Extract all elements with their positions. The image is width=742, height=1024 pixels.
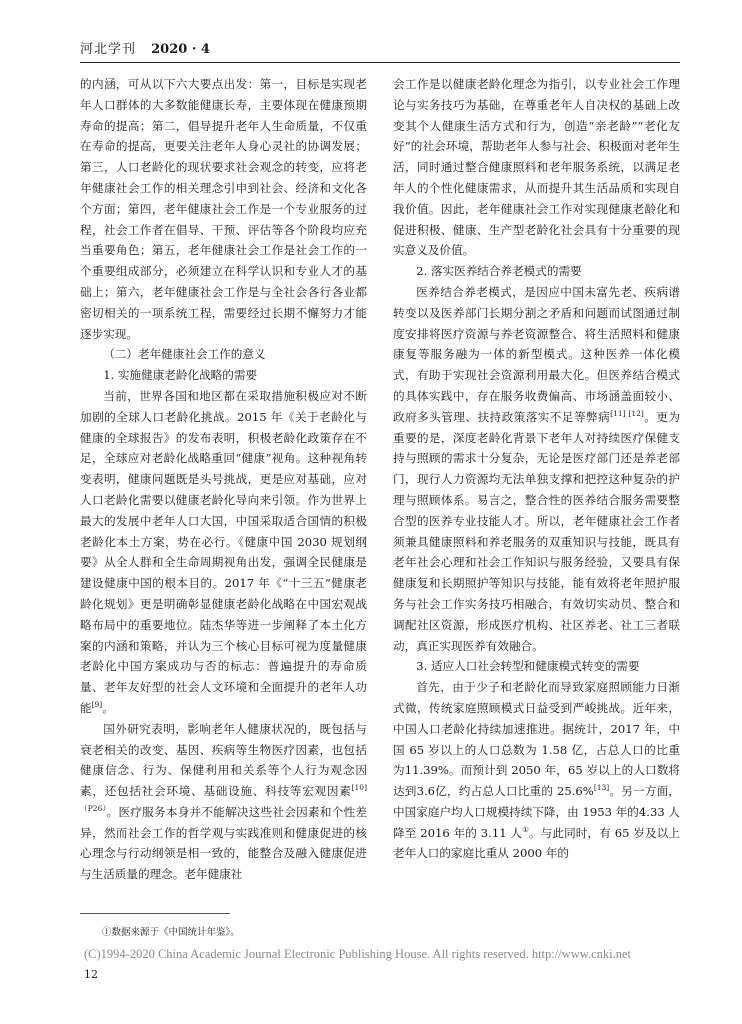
journal-name: 河北学刊: [80, 42, 137, 57]
paragraph-text: 。更为重要的是，深度老龄化背景下老年人对持续医疗保健支持与照顾的需求十分复杂，无论是医疗部门还是养老部门，现行人力资源均无法单独支撑和把控这种复杂的护理与照顾体系。易言之，整合性的医养结合服务需要整合型的医养专业技能人才。所以，老年健康社会工作者须兼具健康照料和养老服务的双重知识与技能，既具有老年社会心理和社会工作知识与服务经验，又要具有保健康复和长期照护等知识与技能，能有效将老年照护服务与社会工作实务技巧相融合，有效切实动员、整合和调配社区资源，形成医疗机构、社区养老、社工三者联动，真正实现医养有效融合。: [393, 409, 680, 653]
paragraph-text: 。医疗服务本身并不能解决这些社会因素和个性差异，然而社会工作的哲学观与实践准则和健康促进的核心理念与行动纲领是相一致的，能整合及融入健康促进与生活质量的理念。老年健康社: [80, 804, 367, 882]
issue-number: 2020 · 4: [151, 42, 210, 57]
subsection-heading: 3. 适应人口社会转型和健康模式转变的需要: [416, 659, 640, 674]
running-header: [80, 38, 680, 60]
paragraph: 的内涵，可从以下六大要点出发：第一，目标是实现老年人口群体的大多数能健康长寿，主要体现在健康预期寿命的提高；第二，倡导提升老年人生命质量，不仅重在寿命的提高，更要关注老年人身心灵社的协调发展；第三，人口老龄化的现状要求社会观念的转变，应将老年健康社会工作的相关理念引申到社会、经济和文化各个方面；第四，老年健康社会工作是一个专业服务的过程，社会工作者在倡导、干预、评估等各个阶段均应充当重要角色；第五，老年健康社会工作是社会工作的一个重要组成部分，必须建立在科学认识和专业人才的基础上；第六，老年健康社会工作是与全社会各行各业都密切相关的一项系统工程，需要经过长期不懈努力才能逐步实现。: [80, 77, 367, 341]
paragraph: [80, 719, 367, 885]
paragraph-text: 。: [102, 700, 114, 715]
header-divider: [80, 62, 680, 63]
copyright-watermark: (C)1994-2020 China Academic Journal Electronic Publishing House. All rights reserved. http://www.cnki.net: [84, 947, 632, 961]
subsection-heading: 1. 实施健康老龄化战略的需要: [103, 368, 258, 383]
footnote-divider: [80, 913, 230, 914]
paragraph-text: 医养结合养老模式，是因应中国未富先老、疾病谱转变以及医养部门长期分割之矛盾和问题而试图通过制度安排将医疗资源与养老资源整合、将生活照料和健康康复等服务融为一体的新型模式。这种医养一体化模式，有助于实现社会资源利用最大化。但医养结合模式的具体实践中，存在服务收费偏高、市场涵盖面较小、政府多头管理、扶持政策落实不足等弊病: [393, 284, 680, 424]
paragraph: [393, 282, 680, 656]
paragraph: [393, 677, 680, 864]
paragraph-text: 当前，世界各国和地区都在采取措施积极应对不断加剧的全球人口老龄化挑战。2015 年《关于老龄化与健康的全球报告》的发布表明，积极老龄化政策存在不足，全球应对老龄化战略重回“健康”视角。这种视角转变表明，健康问题既是头号挑战，更是应对基础，应对人口老龄化需要以健康老龄化导向来引领。作为世界上最大的发展中老年人口大国，中国采取适合国情的积极老龄化本土方案，势在必行。《健康中国 2030 规划纲要》从全人群和全生命周期视角出发，强调全民健康是建设健康中国的根本目的。2017 年《“十三五”健康老龄化规划》更是明确彰显健康老龄化战略在中国宏观战略布局中的重要地位。陆杰华等进一步阐释了本土化方案的内涵和策略，并认为三个核心目标可视为度量健康老龄化中国方案成功与否的标志：普遍提升的寿命质量、老年友好型的社会人文环境和全面提升的老年人功能: [80, 388, 367, 715]
subsection-heading: 2. 落实医养结合养老模式的需要: [416, 264, 582, 279]
citation-marker: [9]: [91, 700, 103, 710]
left-column: [80, 74, 367, 894]
paragraph-text: 首先，由于少子和老龄化而导致家庭照顾能力日渐式微，传统家庭照顾模式日益受到严峻挑战。近年来，中国人口老龄化持续加速推进。据统计，2017 年，中国 65 岁以上的人口总数为 1.58 亿，占总人口的比重为11.39%。而预计到 2050 年，65 岁以上的人口数将达到3.6亿，约占总人口比重的 25.6%: [393, 680, 680, 799]
paragraph-text: 。另一方面，中国家庭户均人口规模持续下降，由 1953 年的4.33 人降至 2016 年的 3.11 人: [393, 784, 680, 840]
citation-marker: [11] [12]: [610, 408, 644, 418]
footnote: ①数据来源于《中国统计年鉴》。: [102, 927, 240, 938]
paragraph-text: 国外研究表明，影响老年人健康状况的，既包括与衰老相关的改变、基因、疾病等生物医疗因素，也包括健康信念、行为、保健利用和关系等个人行为观念因素，还包括社会环境、基础设施、科技等宏观因素: [80, 721, 367, 799]
footnote-marker: ①: [522, 824, 529, 834]
right-column: [393, 74, 680, 894]
page-number: 12: [84, 968, 98, 981]
section-heading: （二）老年健康社会工作的意义: [103, 347, 266, 362]
paragraph: 会工作是以健康老龄化理念为指引，以专业社会工作理论与实务技巧为基础，在尊重老年人自决权的基础上改变其个人健康生活方式和行为，创造“亲老龄”“老化友好”的社会环境，帮助老年人参与社会、积极面对老年生活，同时通过整合健康照料和老年服务系统，以满足老年人的个性化健康需求，从而提升其生活品质和实现自我价值。因此，老年健康社会工作对实现健康老龄化和促进积极、健康、生产型老龄化社会具有十分重要的现实意义及价值。: [393, 77, 680, 258]
citation-marker: [13]: [593, 783, 610, 793]
paragraph: [80, 386, 367, 719]
paragraph-text: 。与此同时，有 65 岁及以上老年人口的家庭比重从 2000 年的: [393, 825, 680, 861]
citation-marker: [10]（P26）: [80, 783, 367, 814]
